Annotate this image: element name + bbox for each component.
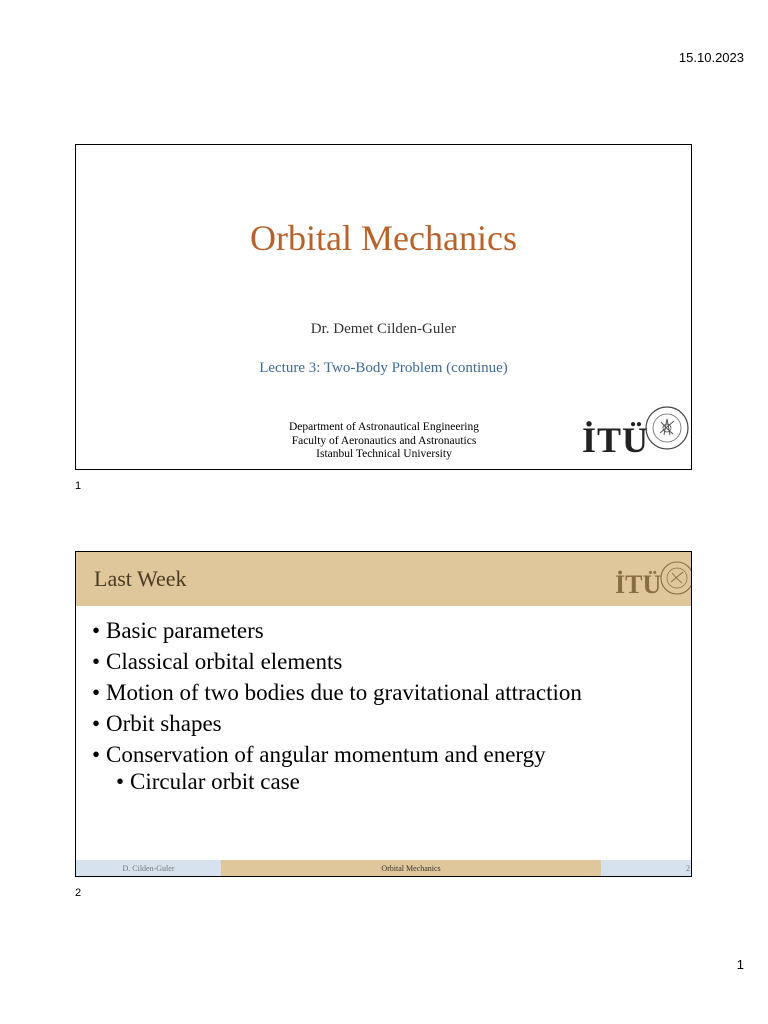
- page-date: 15.10.2023: [678, 50, 744, 65]
- slide-1-author: Dr. Demet Cilden-Guler: [310, 321, 457, 337]
- university-line: Istanbul Technical University: [316, 448, 452, 460]
- bullet-item: • Classical orbital elements: [92, 649, 682, 674]
- bullet-item: • Orbit shapes: [92, 711, 682, 736]
- slide-2-number: 2: [75, 887, 82, 899]
- slide-2-footer: [76, 860, 691, 877]
- bullet-item: • Conservation of angular momentum and energy: [92, 742, 682, 767]
- slide-1-lecture: Lecture 3: Two-Body Problem (continue): [259, 360, 508, 376]
- footer-slide-number: 2: [601, 860, 692, 877]
- bullet-item: • Motion of two bodies due to gravitational attraction: [92, 680, 682, 705]
- footer-author: D. Cilden-Guler: [76, 860, 221, 877]
- bullet-list: [92, 618, 682, 800]
- slide-1-title-text: Orbital Mechanics: [250, 218, 517, 258]
- slide-1-number: 1: [75, 480, 82, 492]
- bullet-item: • Basic parameters: [92, 618, 682, 643]
- itu-logo-text: İTÜ: [582, 420, 650, 460]
- affiliation-block: [226, 421, 542, 462]
- itu-seal-icon: [644, 405, 690, 451]
- page-number: 1: [736, 957, 744, 972]
- slide-2-header: [76, 552, 691, 606]
- faculty-line: Faculty of Aeronautics and Astronautics: [291, 434, 477, 447]
- slide-1-title: [75, 144, 692, 470]
- itu-seal-small-icon: [659, 560, 692, 596]
- slide-2-title: Last Week: [94, 566, 187, 591]
- slide-2-last-week: [75, 551, 692, 877]
- sub-bullet-item: • Circular orbit case: [116, 769, 682, 794]
- department-line: Department of Astronautical Engineering: [288, 421, 479, 433]
- itu-logo-text-small: İTÜ: [615, 570, 662, 599]
- footer-course: Orbital Mechanics: [221, 860, 601, 877]
